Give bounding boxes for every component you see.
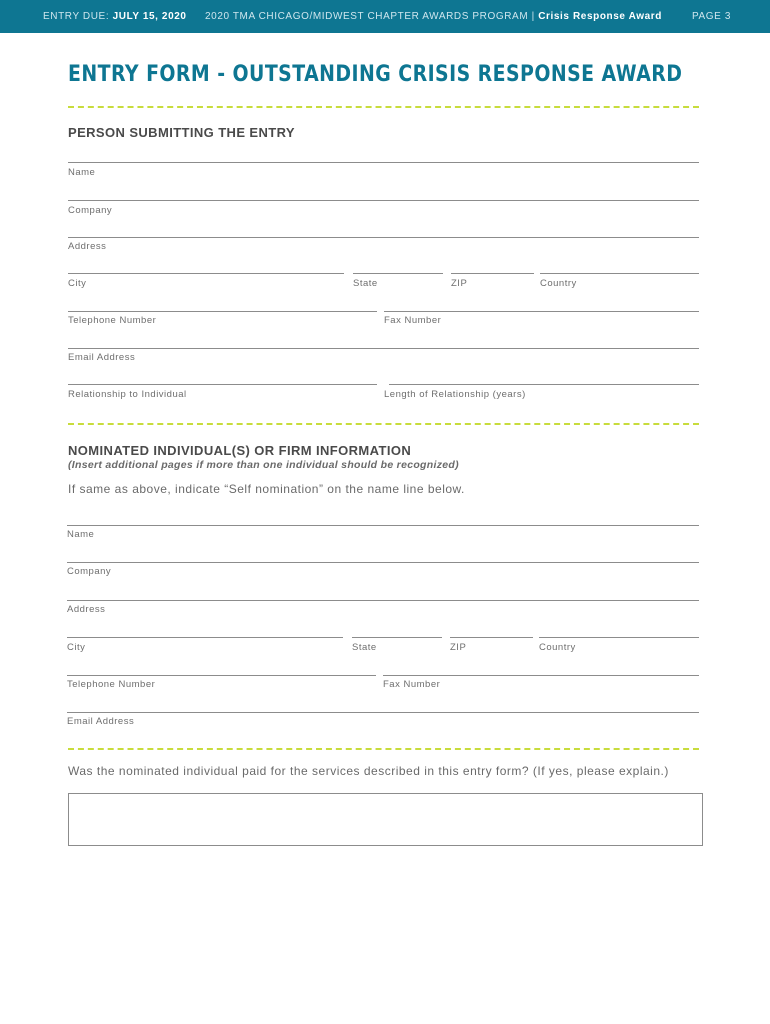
nominee-zip-label: ZIP [450,642,467,653]
submitter-zip-label: ZIP [451,278,468,289]
program-text: 2020 TMA CHICAGO/MIDWEST CHAPTER AWARDS PROGRAM | [205,11,539,22]
dashed-divider [68,423,699,425]
nominee-name-label: Name [67,529,95,540]
dashed-divider [68,106,699,108]
submitter-heading: PERSON SUBMITTING THE ENTRY [68,125,295,140]
submitter-country-field[interactable] [540,273,699,274]
entry-due-prefix: ENTRY DUE: [43,11,113,22]
submitter-email-field[interactable] [68,348,699,349]
submitter-email-label: Email Address [68,352,136,363]
submitter-relationship-label: Relationship to Individual [68,389,187,400]
submitter-country-label: Country [540,278,577,289]
award-name: Crisis Response Award [538,11,662,22]
nominee-country-label: Country [539,642,576,653]
nominee-company-field[interactable] [67,562,699,563]
nominee-note: (Insert additional pages if more than one individual should be recognized) [68,459,459,471]
nominee-address-label: Address [67,604,106,615]
page-header-bar [0,0,770,33]
submitter-state-field[interactable] [353,273,443,274]
nominee-fax-label: Fax Number [383,679,441,690]
nominee-email-label: Email Address [67,716,135,727]
submitter-city-field[interactable] [68,273,344,274]
submitter-fax-field[interactable] [384,311,699,312]
submitter-telephone-label: Telephone Number [68,315,157,326]
nominee-company-label: Company [67,566,112,577]
submitter-state-label: State [353,278,378,289]
program-title [205,11,662,22]
submitter-zip-field[interactable] [451,273,534,274]
submitter-company-label: Company [68,205,113,216]
nominee-fax-field[interactable] [383,675,699,676]
submitter-address-field[interactable] [68,237,699,238]
payment-question: Was the nominated individual paid for the services described in this entry form? (If yes, please explain.) [68,764,669,778]
page-title: ENTRY FORM - OUTSTANDING CRISIS RESPONSE AWARD [68,62,683,87]
entry-due-date: JULY 15, 2020 [112,11,187,22]
nominee-heading: NOMINATED INDIVIDUAL(S) OR FIRM INFORMATION [68,443,412,458]
nominee-city-label: City [67,642,86,653]
nominee-address-field[interactable] [67,600,699,601]
nominee-email-field[interactable] [67,712,699,713]
submitter-relationship-field[interactable] [68,384,377,385]
submitter-fax-label: Fax Number [384,315,442,326]
nominee-country-field[interactable] [539,637,699,638]
nominee-name-field[interactable] [67,525,699,526]
page-number: PAGE 3 [692,11,731,22]
submitter-name-label: Name [68,167,96,178]
nominee-state-label: State [352,642,377,653]
dashed-divider [68,748,699,750]
nominee-telephone-label: Telephone Number [67,679,156,690]
nominee-instruction: If same as above, indicate “Self nomination” on the name line below. [68,482,465,496]
submitter-telephone-field[interactable] [68,311,377,312]
submitter-company-field[interactable] [68,200,699,201]
entry-due [43,11,187,22]
submitter-length-field[interactable] [389,384,699,385]
submitter-city-label: City [68,278,87,289]
nominee-state-field[interactable] [352,637,442,638]
payment-explanation-box[interactable] [68,793,703,846]
nominee-telephone-field[interactable] [67,675,376,676]
nominee-city-field[interactable] [67,637,343,638]
submitter-address-label: Address [68,241,107,252]
submitter-length-label: Length of Relationship (years) [384,389,526,400]
submitter-name-field[interactable] [68,162,699,163]
nominee-zip-field[interactable] [450,637,533,638]
